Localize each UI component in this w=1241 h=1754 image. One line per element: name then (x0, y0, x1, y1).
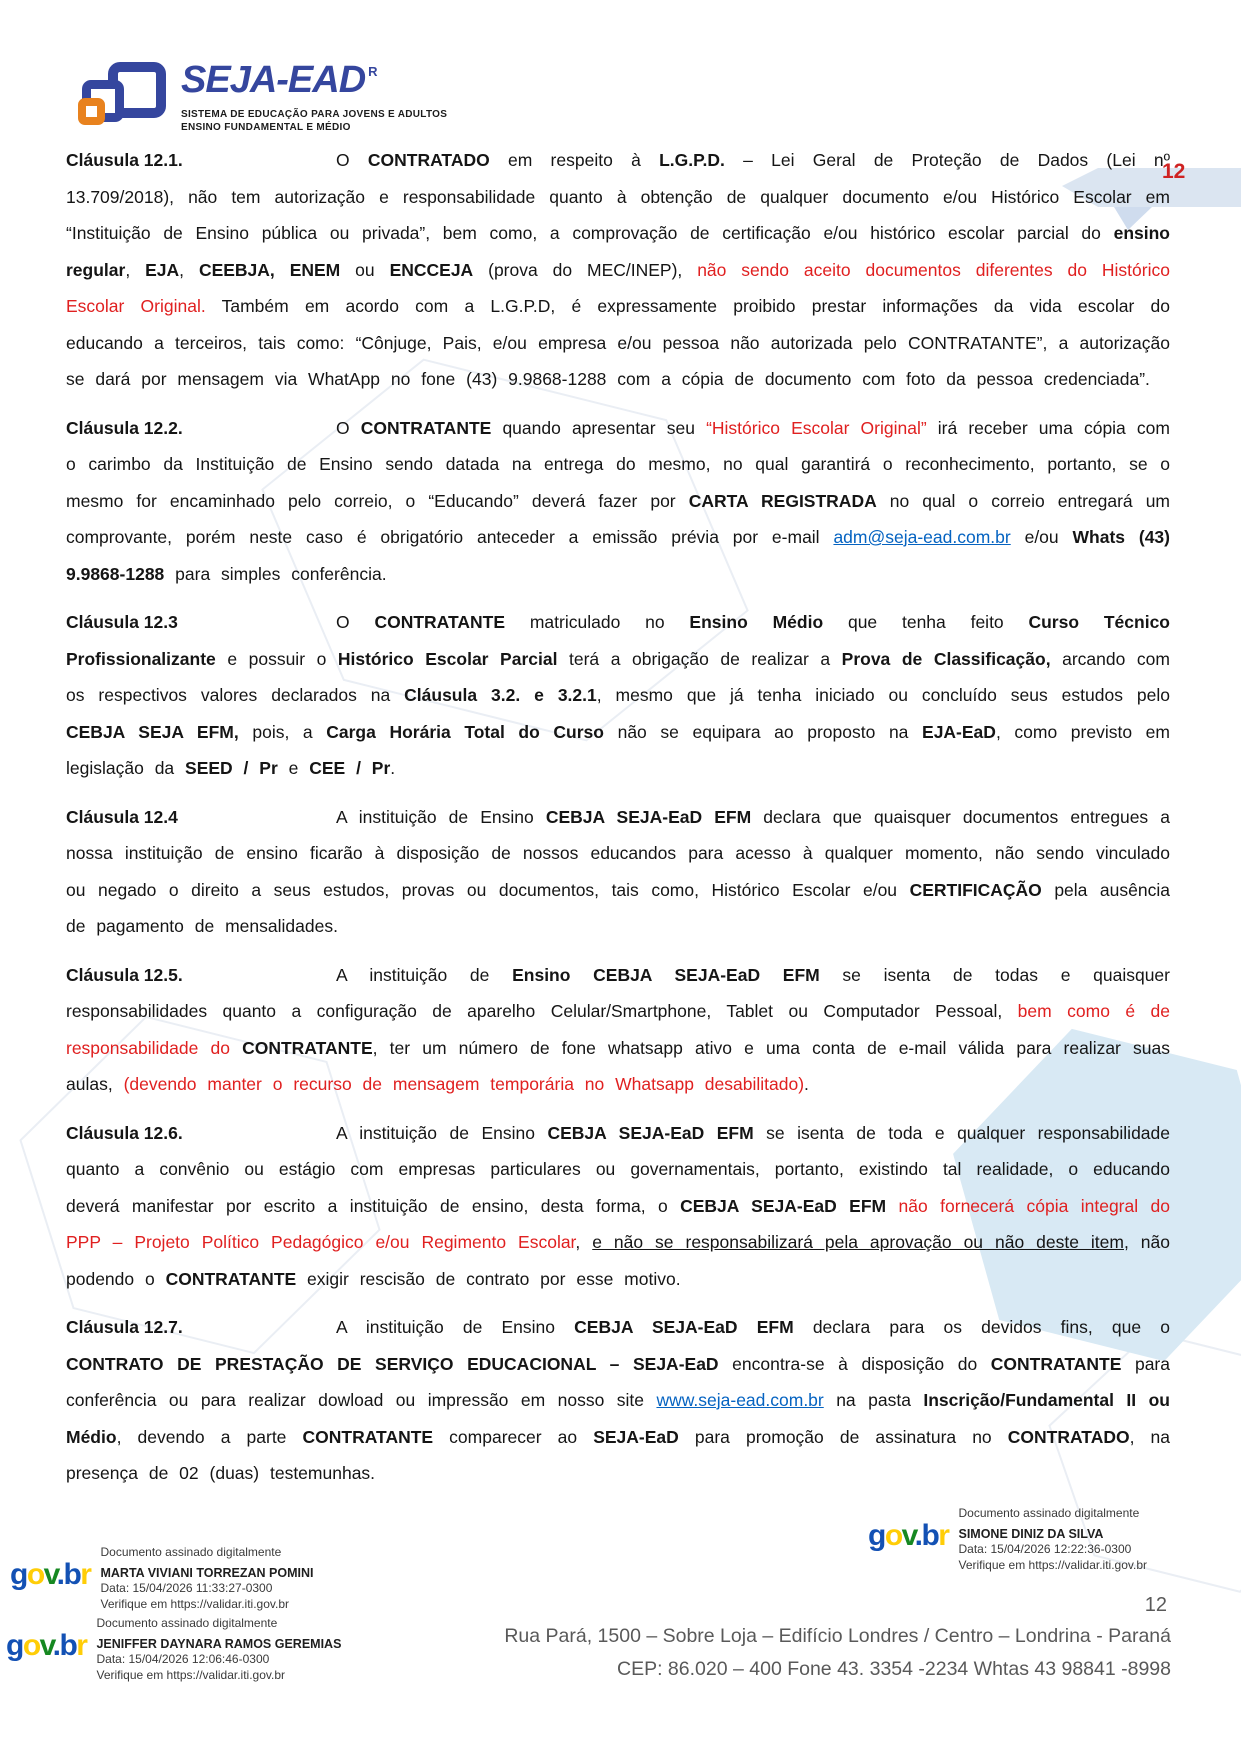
clause-12-3 (66, 604, 1170, 787)
clause-label: Cláusula 12.3 (66, 612, 178, 632)
text-segment: SEJA-EaD (593, 1426, 679, 1447)
text-segment: CEBJA SEJA EFM, (66, 721, 239, 742)
text-segment: . (390, 758, 396, 778)
text-segment: pela ausência de pagamento de mensalidades. (66, 879, 1170, 936)
text-segment: Também em acordo com a L.G.P.D, é expressamente proibido prestar informações da vida escolar do educando a terceiros, tais como: “Cônjuge, Pais, e/ou empresa e/ou pessoa não autorizada pelo CONTRATANTE”, a autorização se dará por mensagem via WhatApp no fone (43) 9.9868-1288 com a cópia de documento com foto da pessoa credenciada”. (66, 296, 1170, 389)
clause-label: Cláusula 12.6. (66, 1122, 183, 1143)
text-segment: CEBJA SEJA-EaD EFM (574, 1317, 794, 1337)
footer-address-line-1: Rua Pará, 1500 – Sobre Loja – Edifício Londres / Centro – Londrina - Paraná (504, 1625, 1171, 1647)
clause-label: Cláusula 12.1. (66, 150, 183, 170)
digital-signature-stamp (6, 1616, 341, 1683)
govbr-logo (6, 1629, 86, 1683)
logo-title-text: SEJA-EAD (181, 59, 366, 101)
text-segment: não se equipara ao proposto na (603, 721, 923, 742)
text-segment: A instituição de Ensino (336, 806, 546, 827)
text-segment: , na presença de 02 (duas) testemunhas. (66, 1426, 1170, 1483)
text-segment: o (884, 1519, 902, 1552)
text-segment: Ensino CEBJA SEJA-EaD EFM (512, 964, 820, 985)
text-segment: g (6, 1629, 23, 1662)
text-segment: em respeito à (489, 150, 660, 170)
signer-name: SIMONE DINIZ DA SILVA (958, 1526, 1104, 1541)
text-segment: v (901, 1519, 915, 1552)
logo-text (181, 60, 447, 134)
digital-signature-stamp (868, 1506, 1147, 1573)
text-segment: O (336, 150, 368, 170)
site-link[interactable]: www.seja-ead.com.br (656, 1390, 824, 1410)
text-segment: ENCCEJA (389, 259, 474, 280)
text-segment: , (179, 259, 199, 280)
text-segment: não fornecerá cópia integral do PPP – Projeto Político Pedagógico e/ou Regimento Escolar (66, 1195, 1170, 1252)
text-segment: comparecer ao (433, 1426, 594, 1447)
text-segment: “Histórico Escolar Original” (706, 417, 927, 438)
signature-verify-url: Verifique em https://validar.iti.gov.br (958, 1557, 1148, 1572)
text-segment: CONTRATO DE PRESTAÇÃO DE SERVIÇO EDUCACIONAL – SEJA-EaD (66, 1353, 719, 1374)
text-segment: (prova do MEC/INEP), (473, 259, 698, 280)
text-segment: o (22, 1629, 40, 1662)
text-segment: O (336, 417, 361, 438)
text-segment: A instituição de Ensino (336, 1317, 575, 1337)
text-segment: se isenta de todas e quaisquer responsabilidades quanto a configuração de aparelho Celular/Smartphone, Tablet ou Computador Pessoal, (66, 964, 1170, 1021)
contract-body (66, 142, 1170, 1504)
text-segment: v (43, 1558, 57, 1591)
signature-line: Documento assinado digitalmente (958, 1506, 1140, 1520)
text-segment: – Lei Geral de Proteção de Dados (Lei nº 13.709/2018), não tem autorização e responsabilidade quanto à obtenção de qualquer documento e/ou Histórico Escolar em “Instituição de Ensino pública ou privada”, bem como, a comprovação de certificação e/ou histórico escolar parcial do (66, 150, 1170, 243)
text-segment: L.G.P.D. (659, 150, 725, 170)
text-segment: declara para os devidos fins, que o (793, 1317, 1171, 1337)
text-segment: exigir rescisão de contrato por esse motivo. (296, 1268, 681, 1289)
text-segment: CERTIFICAÇÃO (909, 879, 1042, 900)
text-segment: (devendo manter o recurso de mensagem temporária no Whatsapp desabilitado) (123, 1074, 805, 1094)
text-segment: r (938, 1519, 949, 1552)
clause-12-1 (66, 142, 1170, 398)
footer-address-line-2: CEP: 86.020 – 400 Fone 43. 3354 -2234 Whtas 43 98841 -8998 (617, 1658, 1171, 1680)
text-segment: v (39, 1629, 53, 1662)
text-segment: CONTRATADO (1007, 1426, 1130, 1447)
text-segment: CONTRATANTE (360, 417, 492, 438)
text-segment: A instituição de Ensino (336, 1122, 548, 1143)
text-segment: , mesmo que já tenha iniciado ou concluído seus estudos pelo (596, 685, 1170, 705)
seja-ead-logo (76, 60, 447, 134)
text-segment: arcando com os respectivos valores declarados na (66, 648, 1170, 705)
text-segment: r (80, 1558, 91, 1591)
text-segment: CONTRATANTE (374, 612, 506, 632)
text-segment: que tenha feito (823, 612, 1029, 632)
govbr-logo (10, 1558, 90, 1612)
text-segment: .b (56, 1558, 81, 1591)
text-segment: CONTRATANTE (242, 1037, 373, 1058)
footer-page-number: 12 (1144, 1594, 1167, 1616)
clause-label: Cláusula 12.4 (66, 806, 178, 827)
text-segment: Prova de Classificação, (841, 648, 1051, 669)
text-segment: CEBJA SEJA-EaD EFM (680, 1195, 887, 1216)
text-segment: Carga Horária Total do Curso (326, 721, 604, 742)
text-segment: CEEBJA, ENEM (198, 259, 341, 280)
text-segment: g (10, 1558, 27, 1591)
text-segment (886, 1196, 898, 1216)
text-segment: EJA-EaD (922, 721, 996, 742)
text-segment: pois, a (238, 721, 327, 742)
text-segment: na pasta (823, 1390, 924, 1410)
text-segment: Histórico Escolar Parcial (337, 648, 558, 669)
text-segment: e (277, 758, 310, 778)
text-segment: irá receber uma cópia com o carimbo da Instituição de Ensino sendo datada na entrega do mesmo, no qual garantirá o reconhecimento, portanto, se o mesmo for encaminhado pelo correio, o “Educando” deverá fazer por (66, 417, 1170, 511)
text-segment: Ensino Médio (689, 612, 824, 632)
text-segment: o (26, 1558, 44, 1591)
clause-12-4 (66, 799, 1170, 945)
logo-title (181, 60, 447, 108)
text-segment: , (575, 1232, 593, 1252)
signature-verify-url: Verifique em https://validar.iti.gov.br (96, 1667, 286, 1682)
text-segment: CARTA REGISTRADA (688, 490, 877, 511)
text-segment: O (336, 612, 375, 632)
text-segment: CEBJA SEJA-EaD EFM (547, 1122, 754, 1143)
text-segment: para conferência ou para realizar dowload ou impressão em nosso site (66, 1353, 1170, 1410)
clause-12-5 (66, 957, 1170, 1103)
text-segment: SEED / Pr (185, 758, 278, 778)
clause-label: Cláusula 12.2. (66, 417, 183, 438)
text-segment: declara que quaisquer documentos entregues a nossa instituição de ensino ficarão à disposição de nossos educandos para acesso à qualquer momento, não sendo vinculado ou negado o direito a seus estudos, provas ou documentos, tais como, Histórico Escolar e/ou (66, 806, 1170, 900)
signature-verify-url: Verifique em https://validar.iti.gov.br (100, 1596, 290, 1611)
clause-label: Cláusula 12.7. (66, 1317, 183, 1337)
text-segment: se isenta de toda e qualquer responsabilidade quanto a convênio ou estágio com empresas particulares ou governamentais, portanto, existindo tal realidade, o educando deverá manifestar por escrito a instituição de ensino, desta forma, o (66, 1122, 1171, 1216)
seja-ead-logo-icon (76, 60, 172, 130)
text-segment: não sendo aceito documentos diferentes do Histórico Escolar Original. (66, 259, 1170, 316)
text-segment: bem como é de responsabilidade do (66, 1001, 1170, 1058)
text-segment: quando apresentar seu (491, 417, 707, 438)
text-segment: terá a obrigação de realizar a (557, 648, 842, 669)
signature-text (100, 1545, 313, 1612)
text-segment: .b (52, 1629, 77, 1662)
logo-subtitle-1: SISTEMA DE EDUCAÇÃO PARA JOVENS E ADULTOS (181, 109, 448, 120)
text-segment: Cláusula 3.2. e 3.2.1 (404, 685, 597, 705)
text-segment: CONTRATANTE (165, 1268, 297, 1289)
clause-12-2 (66, 410, 1170, 593)
signature-date: Data: 15/04/2026 11:33:27-0300 (100, 1581, 273, 1595)
page-number-badge: 12 (1162, 160, 1186, 183)
text-segment: CONTRATANTE (990, 1353, 1122, 1374)
text-segment: r (76, 1629, 87, 1662)
text-segment: no qual o correio entregará um comprovante, porém neste caso é obrigatório anteceder a emissão prévia por e-mail (66, 490, 1171, 547)
text-segment: Inscrição/Fundamental II ou Médio (66, 1390, 1170, 1447)
text-segment: . (804, 1074, 809, 1094)
text-segment: e possuir o (215, 648, 338, 669)
signer-name: MARTA VIVIANI TORREZAN POMINI (100, 1565, 314, 1580)
text-segment: , (125, 259, 146, 280)
signer-name: JENIFFER DAYNARA RAMOS GEREMIAS (96, 1636, 342, 1651)
text-segment: matriculado no (505, 612, 690, 632)
text-segment: , ter um número de fone whatsapp ativo e uma conta de e-mail válida para realizar suas aulas, (66, 1037, 1170, 1094)
text-segment: , devendo a parte (116, 1426, 303, 1447)
text-segment: A instituição de (336, 964, 513, 985)
text-segment: , não podendo o (66, 1232, 1170, 1289)
text-segment: CEBJA SEJA-EaD EFM (545, 806, 752, 827)
digital-signature-stamp (10, 1545, 313, 1612)
signature-line: Documento assinado digitalmente (100, 1545, 282, 1559)
email-link[interactable]: adm@seja-ead.com.br (833, 527, 1011, 547)
text-segment: CEE / Pr (309, 758, 391, 778)
text-segment: Curso Técnico Profissionalizante (66, 612, 1170, 669)
clause-12-6 (66, 1115, 1170, 1298)
text-segment: , como previsto em legislação da (66, 721, 1170, 778)
signature-date: Data: 15/04/2026 12:22:36-0300 (958, 1542, 1132, 1556)
text-segment: CONTRATANTE (302, 1426, 434, 1447)
clause-12-7 (66, 1309, 1170, 1492)
logo-square-orange (78, 98, 105, 125)
text-segment: encontra-se à disposição do (718, 1353, 991, 1374)
text-segment: e não se responsabilizará pela aprovação ou não deste item (592, 1232, 1124, 1252)
govbr-logo (868, 1519, 948, 1573)
signature-line: Documento assinado digitalmente (96, 1616, 278, 1630)
signature-text (96, 1616, 341, 1683)
text-segment: g (868, 1519, 885, 1552)
registered-mark: R (368, 64, 377, 79)
text-segment: CONTRATADO (367, 150, 490, 170)
logo-subtitle-2: ENSINO FUNDAMENTAL E MÉDIO (181, 122, 351, 133)
text-segment: para simples conferência. (164, 563, 387, 584)
text-segment: para promoção de assinatura no (678, 1426, 1008, 1447)
text-segment: Whats (43) 9.9868-1288 (66, 527, 1170, 584)
text-segment: ensino regular (66, 223, 1170, 280)
text-segment: ou (340, 259, 390, 280)
text-segment: .b (914, 1519, 939, 1552)
text-segment: EJA (145, 259, 180, 280)
text-segment: e/ou (1010, 527, 1073, 547)
footer-address (504, 1620, 1171, 1686)
signature-text (958, 1506, 1147, 1573)
signature-date: Data: 15/04/2026 12:06:46-0300 (96, 1652, 270, 1666)
clause-label: Cláusula 12.5. (66, 964, 183, 985)
